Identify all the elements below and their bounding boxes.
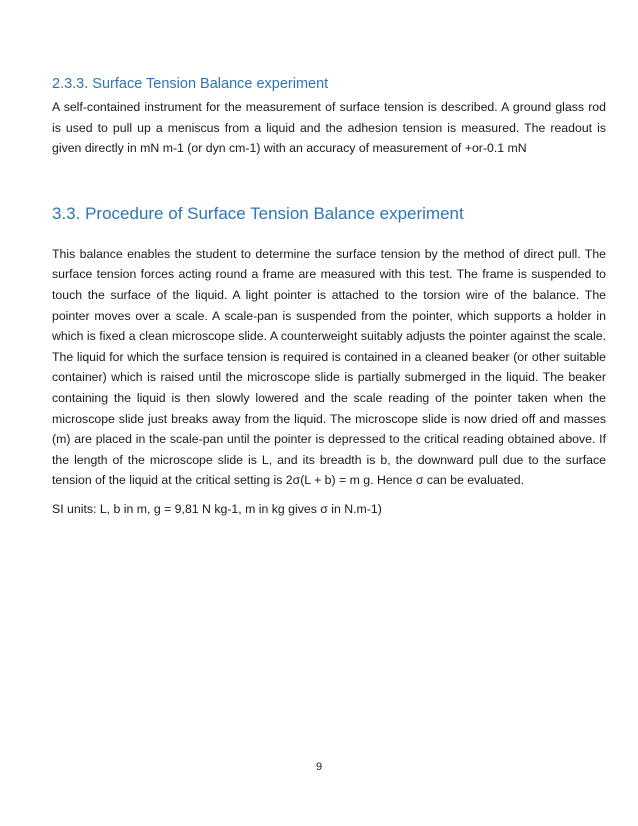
section-body-3-3: This balance enables the student to determine the surface tension by the method of direct pull. The surface tension forces acting round a frame are measured with this test. The frame is suspended to touch the surface of the liquid. A light pointer is attached to the torsion wire of the balance. The pointer moves over a scale. A scale-pan is suspended from the pointer, which supports a holder in which is fixed a clean microscope slide. A counterweight suitably adjusts the pointer against the scale. The liquid for which the surface tension is required is contained in a cleaned beaker (or other suitable container) which is raised until the microscope slide is partially submerged in the liquid. The beaker containing the liquid is then slowly lowered and the scale reading of the pointer taken when the microscope slide just breaks away from the liquid. The microscope slide is now dried off and masses (m) are placed in the scale-pan until the pointer is depressed to the critical reading obtained above. If the length of the microscope slide is L, and its breadth is b, the downward pull due to the surface tension of the liquid at the critical setting is 2σ(L + b) = m g. Hence σ can be evaluated. (52, 246, 606, 488)
page-content (52, 74, 606, 520)
subsection-body-2-3-3: A self-contained instrument for the measurement of surface tension is described. A ground glass rod is used to pull up a meniscus from a liquid and the adhesion tension is measured. The readout is given directly in mN m-1 (or dyn cm-1) with an accuracy of measurement of +or-0.1 mN (52, 100, 606, 156)
page-number: 9 (315, 761, 323, 773)
section-heading-3-3: 3.3. Procedure of Surface Tension Balance experiment (52, 203, 464, 223)
subsection-heading-2-3-3: 2.3.3. Surface Tension Balance experiment (52, 76, 329, 92)
si-units-line: SI units: L, b in m, g = 9,81 N kg-1, m in kg gives σ in N.m-1) (52, 501, 382, 516)
